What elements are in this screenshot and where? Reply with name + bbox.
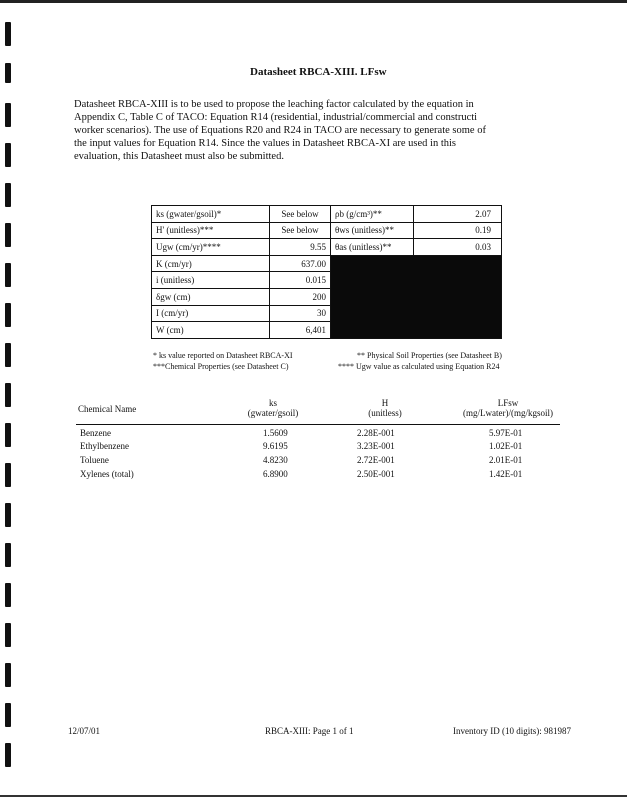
parameters-table — [151, 205, 502, 339]
paragraph-line: worker scenarios). The use of Equations R20 and R24 in TACO are necessary to generate some of — [74, 125, 486, 136]
param-label: H' (unitless)*** — [152, 222, 270, 239]
punch-mark — [5, 543, 11, 567]
param-value: 0.015 — [270, 272, 331, 289]
param-label: I (cm/yr) — [152, 305, 270, 322]
footer-inventory-id: Inventory ID (10 digits): 981987 — [453, 726, 571, 736]
column-header-lfsw — [448, 398, 568, 418]
page-title: Datasheet RBCA-XIII. LFsw — [250, 66, 387, 78]
punch-mark — [5, 343, 11, 367]
footnote: * ks value reported on Datasheet RBCA-XI — [153, 351, 293, 360]
param-label: δgw (cm) — [152, 288, 270, 305]
chemical-name: Xylenes (total) — [80, 469, 134, 479]
ks-value: 6.8900 — [263, 469, 288, 479]
table-row — [152, 255, 502, 272]
h-value: 2.72E-001 — [357, 455, 395, 465]
lfsw-value: 1.02E-01 — [489, 441, 523, 451]
column-header-ks-symbol: ks — [268, 398, 277, 408]
ks-value: 4.8230 — [263, 455, 288, 465]
footnote: ***Chemical Properties (see Datasheet C) — [153, 362, 289, 371]
column-header-lfsw-units: (mg/Lwater)/(mg/kgsoil) — [463, 408, 553, 418]
param-value: 9.55 — [270, 239, 331, 256]
footer-page-number: RBCA-XIII: Page 1 of 1 — [265, 726, 354, 736]
column-header-chemical: Chemical Name — [78, 404, 137, 414]
h-value: 2.50E-001 — [357, 469, 395, 479]
h-value: 2.28E-001 — [357, 428, 395, 438]
paragraph-line: Datasheet RBCA-XIII is to be used to propose the leaching factor calculated by the equation in — [74, 99, 474, 110]
param-label: i (unitless) — [152, 272, 270, 289]
column-header-h-symbol: H — [381, 398, 389, 408]
punch-mark — [5, 63, 11, 83]
lfsw-value: 2.01E-01 — [489, 455, 523, 465]
punch-mark — [5, 143, 11, 167]
intro-paragraph — [74, 98, 560, 163]
punch-mark — [5, 383, 11, 407]
lfsw-value: 5.97E-01 — [489, 428, 523, 438]
chemical-name: Benzene — [80, 428, 111, 438]
blacked-out-region — [331, 255, 502, 338]
chemical-name: Toluene — [80, 455, 109, 465]
header-rule — [76, 424, 560, 425]
param-value: 30 — [270, 305, 331, 322]
param-value: 0.03 — [414, 239, 502, 256]
punch-mark — [5, 463, 11, 487]
param-label: Ugw (cm/yr)**** — [152, 239, 270, 256]
ks-value: 9.6195 — [263, 441, 288, 451]
param-label: K (cm/yr) — [152, 255, 270, 272]
paragraph-line: the input values for Equation R14. Since the values in Datasheet RBCA-XI are used in this — [74, 138, 457, 149]
punch-mark — [5, 223, 11, 247]
param-label: W (cm) — [152, 322, 270, 339]
ks-value: 1.5609 — [263, 428, 288, 438]
column-header-h-units: (unitless) — [368, 408, 402, 418]
punch-mark — [5, 583, 11, 607]
param-value: See below — [270, 206, 331, 223]
punch-mark — [5, 103, 11, 127]
paragraph-line: Appendix C, Table C of TACO: Equation R14 (residential, industrial/commercial and constructi — [74, 112, 478, 123]
param-value: See below — [270, 222, 331, 239]
param-value: 200 — [270, 288, 331, 305]
param-label: ρb (g/cm³)** — [331, 206, 414, 223]
punch-mark — [5, 703, 11, 727]
paragraph-line: evaluation, this Datasheet must also be submitted. — [74, 151, 284, 162]
punch-mark — [5, 663, 11, 687]
column-header-h — [350, 398, 420, 418]
punch-mark — [5, 303, 11, 327]
footer-date: 12/07/01 — [68, 726, 101, 736]
param-label: θas (unitless)** — [331, 239, 414, 256]
punch-mark — [5, 743, 11, 767]
footnote: **** Ugw value as calculated using Equation R24 — [338, 362, 500, 371]
scan-top-border — [0, 0, 627, 3]
table-row — [152, 206, 502, 223]
punch-mark — [5, 22, 11, 46]
footnote: ** Physical Soil Properties (see Datasheet B) — [357, 351, 502, 360]
punch-mark — [5, 423, 11, 447]
param-value: 6,401 — [270, 322, 331, 339]
chemical-name: Ethylbenzene — [80, 441, 129, 451]
column-header-ks — [238, 398, 308, 418]
scan-bottom-border — [0, 795, 627, 797]
param-value: 637.00 — [270, 255, 331, 272]
punch-mark — [5, 623, 11, 647]
column-header-ks-units: (gwater/gsoil) — [247, 408, 299, 418]
param-value: 0.19 — [414, 222, 502, 239]
table-row — [152, 239, 502, 256]
table-row — [152, 222, 502, 239]
param-label: θws (unitless)** — [331, 222, 414, 239]
punch-mark — [5, 183, 11, 207]
punch-mark — [5, 503, 11, 527]
punch-mark — [5, 263, 11, 287]
param-label: ks (gwater/gsoil)* — [152, 206, 270, 223]
lfsw-value: 1.42E-01 — [489, 469, 523, 479]
h-value: 3.23E-001 — [357, 441, 395, 451]
param-value: 2.07 — [414, 206, 502, 223]
column-header-lfsw-symbol: LFsw — [497, 398, 519, 408]
